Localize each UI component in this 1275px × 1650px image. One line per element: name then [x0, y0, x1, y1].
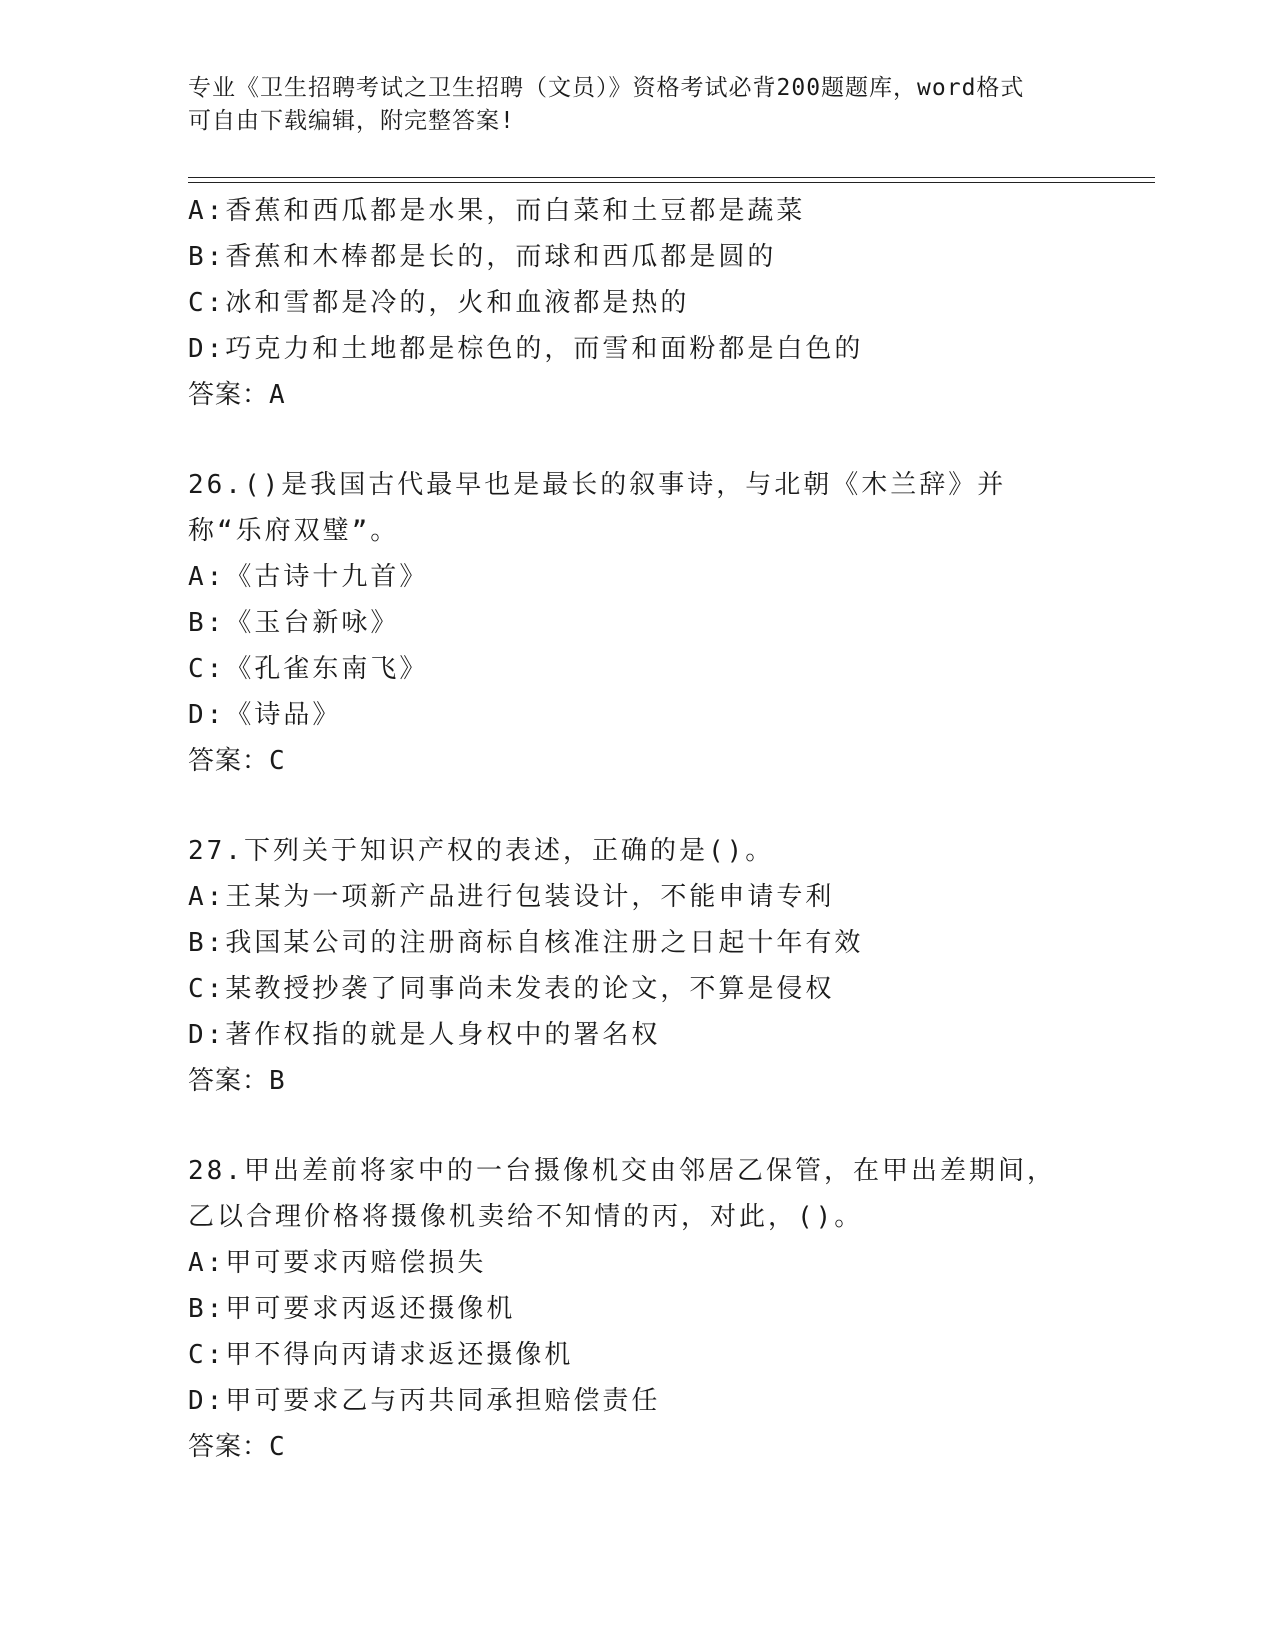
option-a	[188, 188, 1088, 234]
option-text: 《古诗十九首》	[225, 562, 429, 592]
document-header	[188, 72, 1088, 138]
answer-line: 答案：C	[188, 1432, 286, 1462]
option-key: B:	[188, 1294, 226, 1324]
option-text: 香蕉和木棒都是长的，而球和西瓜都是圆的	[225, 242, 777, 272]
option-text: 著作权指的就是人身权中的署名权	[225, 1020, 661, 1050]
option-key: B:	[188, 242, 226, 272]
option-key: A:	[188, 196, 226, 226]
option-text: 《孔雀东南飞》	[225, 654, 429, 684]
option-c	[188, 1332, 1088, 1378]
option-key: C:	[188, 288, 226, 318]
option-b	[188, 600, 1088, 646]
question-stem: 26.()是我国古代最早也是最长的叙事诗，与北朝《木兰辞》并称“乐府双璧”。	[188, 470, 1007, 546]
header-title-line-1: 专业《卫生招聘考试之卫生招聘（文员）》资格考试必背200题题库，word格式	[188, 75, 1025, 101]
option-text: 甲不得向丙请求返还摄像机	[225, 1340, 574, 1370]
option-a	[188, 554, 1088, 600]
option-key: A:	[188, 562, 226, 592]
option-c	[188, 280, 1088, 326]
answer-line: 答案：B	[188, 1066, 286, 1096]
option-d	[188, 326, 1088, 372]
option-key: A:	[188, 1248, 226, 1278]
option-key: D:	[188, 1386, 226, 1416]
option-key: B:	[188, 928, 226, 958]
option-text: 我国某公司的注册商标自核准注册之日起十年有效	[225, 928, 864, 958]
question-block-28	[188, 1148, 1088, 1470]
option-key: D:	[188, 1020, 226, 1050]
option-key: C:	[188, 654, 226, 684]
option-text: 甲可要求丙赔偿损失	[225, 1248, 487, 1278]
option-text: 甲可要求乙与丙共同承担赔偿责任	[225, 1386, 661, 1416]
question-list	[188, 188, 1088, 1470]
question-block-26	[188, 462, 1088, 784]
option-c	[188, 966, 1088, 1012]
option-d	[188, 1012, 1088, 1058]
option-text: 巧克力和土地都是棕色的，而雪和面粉都是白色的	[225, 334, 864, 364]
option-c	[188, 646, 1088, 692]
option-text: 冰和雪都是冷的，火和血液都是热的	[225, 288, 690, 318]
header-divider-top	[188, 177, 1155, 178]
header-divider-bottom	[188, 182, 1155, 183]
option-key: D:	[188, 334, 226, 364]
option-key: C:	[188, 1340, 226, 1370]
option-text: 甲可要求丙返还摄像机	[225, 1294, 516, 1324]
header-title-line-2: 可自由下载编辑，附完整答案!	[188, 108, 515, 134]
question-stem: 28.甲出差前将家中的一台摄像机交由邻居乙保管，在甲出差期间，乙以合理价格将摄像机卖给不知情的丙，对此，()。	[188, 1156, 1056, 1232]
option-key: B:	[188, 608, 226, 638]
option-a	[188, 1240, 1088, 1286]
option-key: A:	[188, 882, 226, 912]
option-text: 《玉台新咏》	[225, 608, 400, 638]
option-a	[188, 874, 1088, 920]
option-text: 某教授抄袭了同事尚未发表的论文，不算是侵权	[225, 974, 835, 1004]
option-b	[188, 920, 1088, 966]
option-text: 《诗品》	[225, 700, 342, 730]
question-block-27	[188, 828, 1088, 1104]
option-b	[188, 1286, 1088, 1332]
answer-line: 答案：C	[188, 746, 286, 776]
option-key: C:	[188, 974, 226, 1004]
option-text: 香蕉和西瓜都是水果，而白菜和土豆都是蔬菜	[225, 196, 806, 226]
option-text: 王某为一项新产品进行包装设计，不能申请专利	[225, 882, 835, 912]
option-key: D:	[188, 700, 226, 730]
option-b	[188, 234, 1088, 280]
answer-line: 答案：A	[188, 380, 286, 410]
option-d	[188, 1378, 1088, 1424]
question-stem: 27.下列关于知识产权的表述，正确的是()。	[188, 836, 775, 866]
option-d	[188, 692, 1088, 738]
question-block-carryover	[188, 188, 1088, 418]
